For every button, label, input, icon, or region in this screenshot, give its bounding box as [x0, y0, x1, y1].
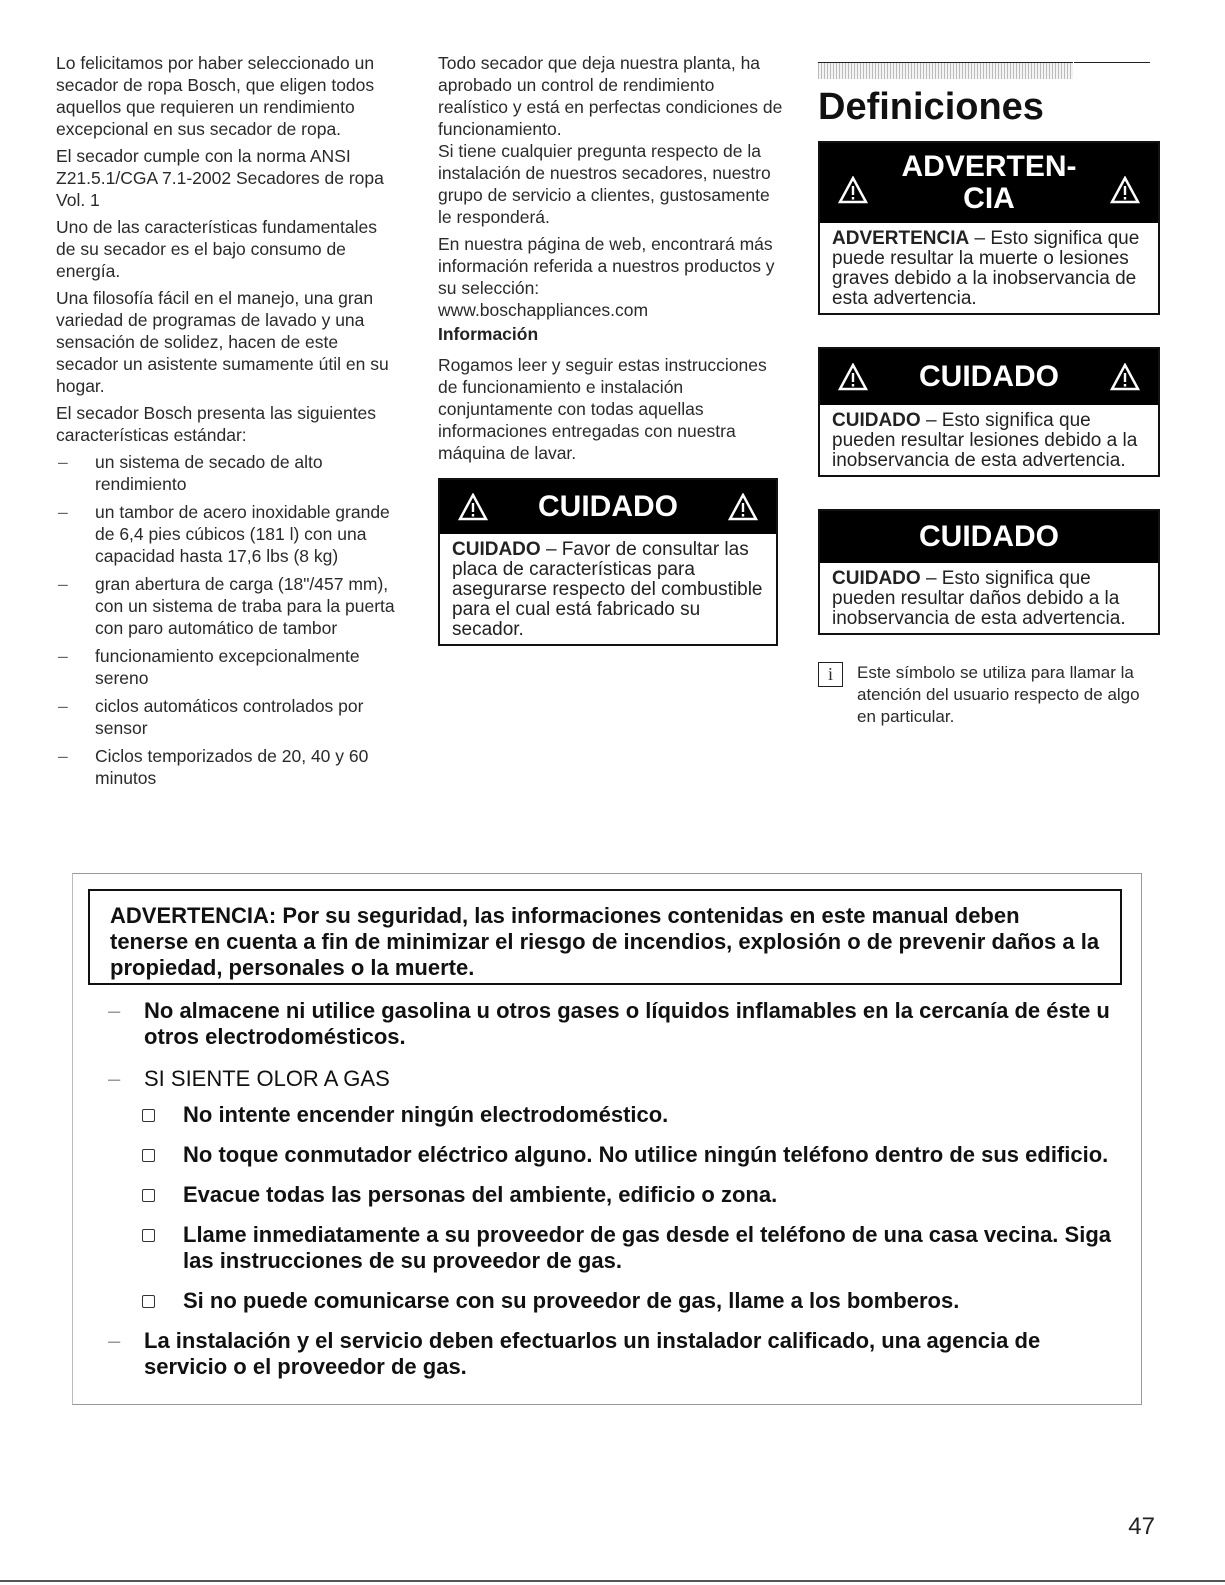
warning-triangle-icon	[838, 176, 868, 204]
caution-damage-body	[820, 563, 1158, 633]
page-number: 47	[1128, 1513, 1155, 1540]
list-item	[108, 998, 1123, 1050]
caution-header	[440, 480, 776, 534]
gas-instruction: Si no puede comunicarse con su proveedor de gas, llame a los bomberos.	[183, 1288, 960, 1313]
warning-triangle-icon	[1110, 363, 1140, 391]
features-list	[56, 451, 401, 789]
caution-injury-text: – Esto significa que pueden resultar lesiones debido a la inobservancia de esta advertencia.	[832, 410, 1138, 471]
installation-note: La instalación y el servicio deben efectuarlos un instalador calificado, una agencia de servicio o el proveedor de gas.	[144, 1328, 1041, 1379]
web-paragraph	[438, 233, 783, 321]
standard-paragraph: El secador cumple con la norma ANSI Z21.5.1/CGA 7.1-2002 Secadores de ropa Vol. 1	[56, 146, 384, 210]
safety-warning-banner: ADVERTENCIA: Por su seguridad, las informaciones contenidas en este manual deben tenerse en cuenta a fin de minimizar el riesgo de incendios, explosión o de prevenir daños a la propiedad, personales o la muerte.	[88, 889, 1122, 985]
info-column	[438, 52, 783, 678]
info-icon: i	[818, 662, 843, 687]
gas-instruction: Evacue todas las personas del ambiente, edificio o zona.	[183, 1182, 778, 1207]
bottom-rule	[0, 1580, 1225, 1582]
storage-warning: No almacene ni utilice gasolina u otros gases o líquidos inflamables en la cercanía de éste u otros electrodomésticos.	[144, 998, 1110, 1049]
warning-header	[820, 143, 1158, 223]
caution-injury-body	[820, 405, 1158, 475]
checkbox-bullet-icon	[142, 1109, 155, 1122]
definitions-column	[818, 62, 1160, 728]
list-item	[108, 1066, 1123, 1092]
warning-title-line2: CIA	[963, 182, 1015, 215]
intro-column	[56, 52, 401, 795]
section-title: Definiciones	[818, 86, 1044, 128]
caution-damage-header	[820, 511, 1158, 563]
website-link[interactable]: www.boschappliances.com	[438, 300, 649, 320]
caution-body	[440, 534, 776, 644]
warning-title-line1: ADVERTEN-	[901, 150, 1077, 183]
gas-instruction: No toque conmutador eléctrico alguno. No utilice ningún teléfono dentro de sus edificio.	[183, 1142, 1109, 1167]
checkbox-bullet-icon	[142, 1295, 155, 1308]
caution-injury-title: CUIDADO	[919, 360, 1059, 393]
warning-body	[820, 223, 1158, 313]
energy-paragraph: Uno de las características fundamentales de su secador es el bajo consumo de energía.	[56, 217, 377, 281]
caution-box	[438, 478, 778, 646]
caution-damage-text: – Esto significa que pueden resultar daños debido a la inobservancia de esta advertencia.	[832, 568, 1126, 629]
list-item: – ciclos automáticos controlados por sensor	[56, 695, 401, 739]
warning-title	[868, 151, 1110, 215]
info-note	[818, 662, 1160, 728]
caution-damage-title: CUIDADO	[919, 520, 1059, 553]
intro-paragraph: Lo felicitamos por haber seleccionado un secador de ropa Bosch, que eligen todos aquellos que requieren un rendimiento excepcional en sus secador de ropa.	[56, 53, 375, 139]
quality-paragraph: Todo secador que deja nuestra planta, ha aprobado un control de rendimiento realístico y está en perfectas condiciones de funcionamiento.	[438, 53, 783, 139]
warning-triangle-icon	[728, 493, 758, 521]
list-item	[108, 1142, 1123, 1168]
warning-box	[818, 141, 1160, 315]
list-item: – un tambor de acero inoxidable grande de 6,4 pies cúbicos (181 l) con una capacidad hasta 17,6 lbs (8 kg)	[56, 501, 401, 567]
caution-damage-term: CUIDADO	[832, 568, 921, 589]
information-heading: Información	[438, 324, 539, 344]
checkbox-bullet-icon	[142, 1229, 155, 1242]
safety-list	[108, 998, 1123, 1396]
caution-injury-box	[818, 347, 1160, 477]
instructions-paragraph: Rogamos leer y seguir estas instrucciones de funcionamiento e instalación conjuntamente con todas aquellas informaciones entregadas con nuestra máquina de lavar.	[438, 355, 767, 463]
service-paragraph: Si tiene cualquier pregunta respecto de la instalación de nuestros secadores, nuestro grupo de servicio a clientes, gustosamente le responderá.	[438, 141, 771, 227]
caution-text: – Favor de consultar las placa de características para asegurarse respecto del combustible para el cual está fabricado su secador.	[452, 539, 763, 640]
list-item: – gran abertura de carga (18"/457 mm), con un sistema de traba para la puerta con paro automático de tambor	[56, 573, 401, 639]
caution-damage-box	[818, 509, 1160, 635]
gas-instruction: Llame inmediatamente a su proveedor de gas desde el teléfono de una casa vecina. Siga las instrucciones de su proveedor de gas.	[183, 1222, 1111, 1273]
dash-bullet: –	[108, 998, 121, 1023]
list-item: – funcionamiento excepcionalmente sereno	[56, 645, 401, 689]
caution-term: CUIDADO	[452, 539, 541, 560]
warning-text: – Esto significa que puede resultar la muerte o lesiones graves debido a la inobservancia de esta advertencia.	[832, 228, 1140, 309]
checkbox-bullet-icon	[142, 1149, 155, 1162]
list-item	[108, 1102, 1123, 1128]
info-text: Este símbolo se utiliza para llamar la atención del usuario respecto de algo en particular.	[857, 663, 1140, 726]
list-item	[108, 1288, 1123, 1314]
warning-triangle-icon	[458, 493, 488, 521]
list-item: – Ciclos temporizados de 20, 40 y 60 minutos	[56, 745, 401, 789]
dash-bullet: –	[108, 1328, 121, 1353]
header-bar	[818, 62, 1073, 79]
dash-bullet: –	[108, 1066, 121, 1091]
checkbox-bullet-icon	[142, 1189, 155, 1202]
list-item	[108, 1328, 1123, 1380]
warning-term: ADVERTENCIA	[832, 228, 970, 249]
gas-smell-heading: SI SIENTE OLOR A GAS	[144, 1066, 390, 1091]
list-item: – un sistema de secado de alto rendimiento	[56, 451, 401, 495]
warning-triangle-icon	[838, 363, 868, 391]
philosophy-paragraph: Una filosofía fácil en el manejo, una gran variedad de programas de lavado y una sensación de solidez, hacen de este secador un asistente sumamente útil en su hogar.	[56, 288, 389, 396]
gas-instruction: No intente encender ningún electrodoméstico.	[183, 1102, 669, 1127]
list-item	[108, 1182, 1123, 1208]
web-text: En nuestra página de web, encontrará más información referida a nuestros productos y su selección:	[438, 234, 775, 298]
warning-triangle-icon	[1110, 176, 1140, 204]
features-intro: El secador Bosch presenta las siguientes características estándar:	[56, 403, 377, 445]
caution-title: CUIDADO	[538, 490, 678, 523]
caution-injury-term: CUIDADO	[832, 410, 921, 431]
caution-injury-header	[820, 349, 1158, 405]
list-item	[108, 1222, 1123, 1274]
